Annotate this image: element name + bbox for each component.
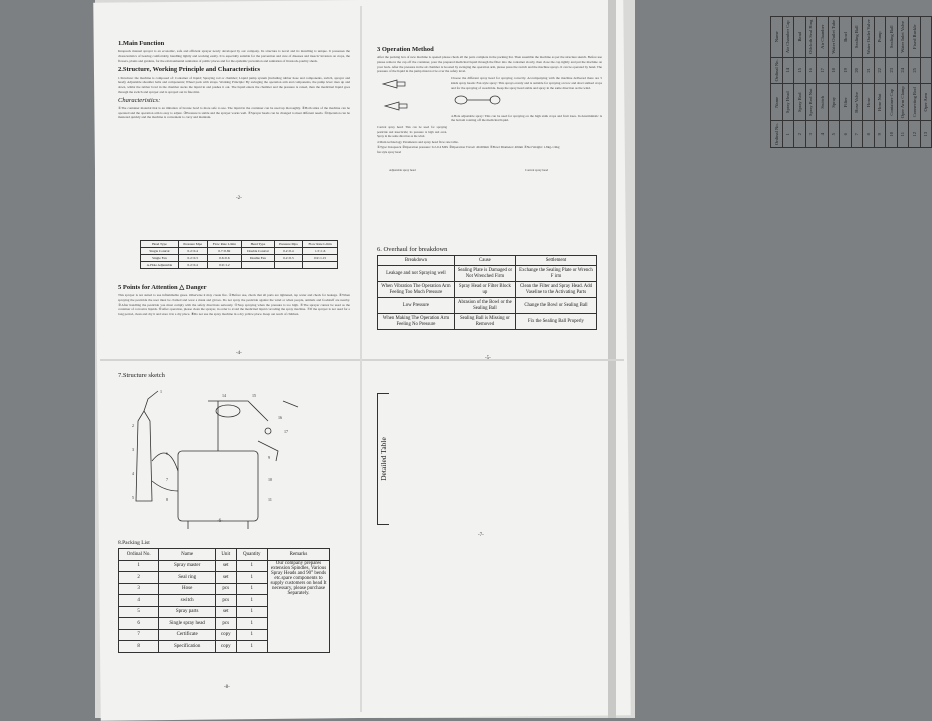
head-table-cell: 0.2~0.4 bbox=[274, 248, 303, 255]
detailed-header: Name bbox=[771, 17, 783, 58]
page-number-5: -5- bbox=[485, 356, 491, 361]
table-row bbox=[909, 17, 921, 148]
packing-cell: Specification bbox=[159, 641, 216, 653]
overhaul-table bbox=[377, 255, 597, 330]
packing-cell: Hose bbox=[159, 583, 216, 595]
table-row bbox=[378, 298, 597, 314]
overhaul-cell: Leakage and not Spraying well bbox=[378, 266, 455, 282]
table-row bbox=[851, 17, 863, 148]
detailed-cell: Spray Rod Nut bbox=[805, 84, 817, 121]
detailed-cell: 11 bbox=[897, 121, 909, 148]
packing-list-table bbox=[118, 548, 330, 653]
svg-text:17: 17 bbox=[284, 429, 288, 435]
packing-cell: Seal ring bbox=[159, 572, 216, 584]
detailed-cell: 24 bbox=[897, 57, 909, 84]
packing-cell: 1 bbox=[236, 583, 267, 595]
container-drawing bbox=[178, 451, 258, 521]
parameters-text: ①Type: Knapsack ②Operation pressure: 0.2-0.4 MPa ③Operation Travel: 40-60mm ④Bowl Diameter: 40mm ⑤Net Weight: 1.8kg-1.9kg bbox=[377, 145, 560, 149]
packing-cell: Spray master bbox=[159, 560, 216, 572]
conical-label: Conical spray head: This can be used for spraying pesticide and insecticide; its pressure is high and even. Spray in the same direction as the wind. bbox=[377, 125, 447, 138]
detailed-cell: 13 bbox=[920, 121, 932, 148]
page-number-4: -4- bbox=[236, 351, 242, 356]
table-row bbox=[920, 17, 932, 148]
svg-text:4: 4 bbox=[132, 471, 134, 477]
quadrant-operation bbox=[377, 46, 602, 196]
packing-cell: pcs bbox=[215, 583, 236, 595]
page-number-8: -8- bbox=[224, 685, 230, 690]
svg-text:10: 10 bbox=[268, 477, 272, 483]
packing-cell: 1 bbox=[236, 641, 267, 653]
fan-label: fan style spray head bbox=[377, 150, 401, 154]
detailed-cell: 19 bbox=[840, 57, 852, 84]
overhaul-title: 6. Overhaul for breakdown bbox=[377, 246, 448, 253]
characteristics-text: ①The container material that is an imitation of bronze bowl is more safe to use. The liquid in the container can be used up thoroughly. ②Both sides of the machine can be operated and the operation arm is easy to adjust. ③Pressure is stable and the sprayer works well. ④Sprayer heads can be changed to meet different needs. ⑤Operation can be mastered quickly and the machine is convenient to carry and maintain. bbox=[118, 105, 350, 120]
packing-cell: 1 bbox=[236, 595, 267, 607]
overhaul-area bbox=[377, 246, 602, 356]
packing-cell: pcs bbox=[215, 618, 236, 630]
head-table-header: Pressure Mpa bbox=[274, 241, 303, 248]
detailed-cell: Air Chamber bbox=[817, 17, 829, 58]
table-row bbox=[874, 17, 886, 148]
detailed-cell: 2 bbox=[794, 121, 806, 148]
table-row bbox=[805, 17, 817, 148]
packing-cell: set bbox=[215, 572, 236, 584]
packing-cell: Single spray head bbox=[159, 618, 216, 630]
packing-cell: 1 bbox=[236, 606, 267, 618]
head-table-cell: 0.9~1.2 bbox=[207, 262, 242, 269]
detailed-cell: Bead bbox=[794, 17, 806, 58]
conical-spray-drawing bbox=[451, 91, 511, 109]
detailed-cell: Sealing Ball bbox=[851, 17, 863, 58]
detailed-cell: Bowl bbox=[840, 17, 852, 58]
packing-header: Ordinal No. bbox=[119, 549, 159, 561]
vertical-fold-line bbox=[360, 6, 362, 712]
packing-cell: 6 bbox=[119, 618, 159, 630]
table-row bbox=[863, 17, 875, 148]
svg-text:9: 9 bbox=[268, 455, 270, 461]
attention-area bbox=[118, 284, 350, 354]
detailed-cell: 7 bbox=[851, 121, 863, 148]
overhaul-cell: Abrasion of the Bowl or the Sealing Ball bbox=[454, 298, 515, 314]
attention-text: This sprayer is not suited to use inflammable gases. Otherwise it may create fire. ①Before use, check that all parts are tightened, tap water and check for leakage. ②When spraying the pesticide the user must be clothed and wear a mask and gloves. Do not spray the pesticide against the wind or when people, animals and foodstuff are nearby. ③After handling the pesticide you must comply with the safety directions seriously. ④Stop spraying when the pressure is too high. ⑤The sprayer cannot be used as the container of corrosive liquids. ⑥After operation, please clean the sprayer, in order to avoid the medicinal liquid corroding the spray machine. ⑦If the sprayer is not used for a long period, clean and dry it and store it in a dry place. ⑧Do not use the spray machine in a dry yellow place. Keep out reach of children. bbox=[118, 293, 350, 317]
detailed-cell: Oilcloth Seal Ring bbox=[805, 17, 817, 58]
structure-title: 2.Structure, Working Principle and Characteristics bbox=[118, 66, 261, 74]
head-table-cell bbox=[303, 262, 338, 269]
svg-text:16: 16 bbox=[278, 415, 282, 421]
svg-text:6: 6 bbox=[166, 451, 168, 457]
spray-head-table bbox=[140, 240, 338, 269]
detailed-table-title: Detailed Table bbox=[377, 393, 389, 525]
detailed-cell: Switch bbox=[817, 84, 829, 121]
main-function-title: 1.Main Function bbox=[118, 40, 165, 47]
head-table-cell: Double Fan bbox=[242, 255, 274, 262]
detailed-cell bbox=[920, 57, 932, 84]
head-table-header: Flow Rate L/min bbox=[207, 241, 242, 248]
detailed-cell: Spray bbox=[828, 84, 840, 121]
head-table-cell: Single Fan bbox=[141, 255, 179, 262]
detailed-cell: 17 bbox=[817, 57, 829, 84]
horizontal-fold-line bbox=[100, 359, 624, 361]
packing-cell: 1 bbox=[236, 572, 267, 584]
svg-text:15: 15 bbox=[252, 393, 256, 399]
detailed-cell: Air Chamber Cap bbox=[782, 17, 794, 58]
head-table-cell: 0.2~0.3 bbox=[178, 255, 207, 262]
detailed-cell: 9 bbox=[874, 121, 886, 148]
structure-text: 1.Structure: the machine is composed of: Container of liquid; Spraying rod or chamber; Liquid pump system (including rubber hose and components, switch, sprayer and head); Adjustable shoulder belts and components; Wheel pack with straps. Working Principle: By swinging the operation arm and components, the pump lever rises up and down, whilst the rubber bowl in the chamber sucks the liquid in and pushes it out. The liquid enters the chamber and the pressure is raised, then the medicinal liquid goes through the switch and sprayer and is sprayed out in fine mist. bbox=[118, 75, 350, 94]
detailed-cell: Oper Arm Clamp bbox=[897, 84, 909, 121]
svg-text:2: 2 bbox=[132, 423, 134, 429]
packing-cell: Spray parts bbox=[159, 606, 216, 618]
head-table-cell: Single Conical bbox=[141, 248, 179, 255]
detailed-cell: Pump bbox=[874, 17, 886, 58]
head-table-area bbox=[140, 240, 340, 280]
spray-head-text: Choose the different spray head for spraying correctly. Accompanying with the machine delivered there are 5 kinds spray heads: Fan style spray: This sprays evenly and is suitable for spraying on low and short stalked crops and for the spraying of weedicide. Keep the spray head stable and spray in the same direction as the wind. bbox=[451, 76, 602, 90]
main-function-text: Knapsack manual sprayer is an economic, safe and efficient sprayer newly developed by our company. Its structure is novel and its installing is unique. It possesses the characteristics of bearing comfortably, handling lightly and working easily. It is especially suitable for the prevention and cure of diseases and insects' invasion on crops, the flowers, plants and gardens, for the environmental sanitation of public places and for the epidemic prevention and sanitation of livestock-poultry sheds. bbox=[118, 49, 350, 63]
detailed-cell: 23 bbox=[886, 57, 898, 84]
table-row bbox=[794, 17, 806, 148]
packing-cell: 1 bbox=[119, 560, 159, 572]
packing-cell: 3 bbox=[119, 583, 159, 595]
overhaul-cell: Change the Bowl or Sealing Ball bbox=[515, 298, 596, 314]
detailed-cell: Spray Rod bbox=[794, 84, 806, 121]
packing-cell: 1 bbox=[236, 618, 267, 630]
packing-cell: switch bbox=[159, 595, 216, 607]
table-row bbox=[141, 262, 338, 269]
page-number-2: -2- bbox=[236, 196, 242, 201]
head-table-cell: 0.2~0.4 bbox=[178, 262, 207, 269]
overhaul-cell: When Making The Operation Arm Feeling No Pressure bbox=[378, 314, 455, 330]
packing-remarks: Our company prepares extension Spindles, Various Spray Heads and 90° bends etc.spare components to supply customers on head It necessary, please purchase Separately. bbox=[268, 560, 330, 652]
overhaul-cell: Sealing Ball is Missing or Removed bbox=[454, 314, 515, 330]
detailed-cell: 16 bbox=[805, 57, 817, 84]
table-row bbox=[782, 17, 794, 148]
packing-cell: set bbox=[215, 606, 236, 618]
detailed-cell: 10 bbox=[886, 121, 898, 148]
packing-header: Unit bbox=[215, 549, 236, 561]
packing-cell: 8 bbox=[119, 641, 159, 653]
detailed-cell: 12 bbox=[909, 121, 921, 148]
head-table-cell bbox=[274, 262, 303, 269]
detailed-cell: 25 bbox=[909, 57, 921, 84]
packing-cell: Certificate bbox=[159, 629, 216, 641]
head-table-cell: Double Conical bbox=[242, 248, 274, 255]
svg-text:11: 11 bbox=[268, 497, 272, 503]
detailed-cell: 3 bbox=[805, 121, 817, 148]
head-table-cell: 0.9~1.15 bbox=[303, 255, 338, 262]
packing-cell: 5 bbox=[119, 606, 159, 618]
head-table-cell: 0.2~0.4 bbox=[178, 248, 207, 255]
overhaul-cell: Sealing Plate is Damaged or Not Wrenched Firm bbox=[454, 266, 515, 282]
overhaul-cell: Spray Head or Filter Block up bbox=[454, 282, 515, 298]
head-table-header: Head Type bbox=[141, 241, 179, 248]
detailed-header: Ordinal No. bbox=[771, 57, 783, 84]
packing-header: Remarks bbox=[268, 549, 330, 561]
detailed-header: Name bbox=[771, 84, 783, 121]
detailed-cell: 21 bbox=[863, 57, 875, 84]
detailed-cell: 8 bbox=[863, 121, 875, 148]
detailed-header: Ordinal No. bbox=[771, 121, 783, 148]
packing-cell: 4 bbox=[119, 595, 159, 607]
page-number-7: -7- bbox=[478, 533, 484, 538]
spray-rod-drawing bbox=[136, 411, 152, 501]
detailed-cell: Hose Valve bbox=[851, 84, 863, 121]
head-table-header: Head Type bbox=[242, 241, 274, 248]
packing-cell: 2 bbox=[119, 572, 159, 584]
detailed-cell: Connecting Rod bbox=[909, 84, 921, 121]
head-table-header: Flow Rate L/min bbox=[303, 241, 338, 248]
svg-text:1: 1 bbox=[160, 389, 162, 395]
table-row bbox=[378, 266, 597, 282]
detailed-cell: 18 bbox=[828, 57, 840, 84]
overhaul-cell: Exchange the Sealing Plate or Wrench F irm bbox=[515, 266, 596, 282]
overhaul-header: Breakdown bbox=[378, 256, 455, 266]
operation-title: 3 Operation Method bbox=[377, 46, 434, 53]
table-row bbox=[817, 17, 829, 148]
adjustable-label: Adjustable spray head bbox=[389, 168, 416, 172]
packing-list-title: 8.Packing List bbox=[118, 540, 150, 546]
table-row bbox=[141, 248, 338, 255]
detailed-cell: Water Inlet Valve bbox=[897, 17, 909, 58]
detailed-cell: 14 bbox=[782, 57, 794, 84]
head-table-header: Pressure Mpa bbox=[178, 241, 207, 248]
packing-header: Quantity bbox=[236, 549, 267, 561]
detailed-cell: 6 bbox=[840, 121, 852, 148]
overhaul-cell: Clean the Filter and Spray Head. Add Vaseline to the Activating Parts bbox=[515, 282, 596, 298]
packing-cell: copy bbox=[215, 641, 236, 653]
detailed-cell: Hose bbox=[863, 84, 875, 121]
detailed-cell: Oper Arm bbox=[920, 84, 932, 121]
overhaul-cell: Low Pressure bbox=[378, 298, 455, 314]
adjustable-text: 4-Hole adjustable spray: This can be used for spraying on the high stalk crops and fruit trees. In deterministic is the bottom rotating off the medicinal liquid. bbox=[451, 113, 602, 123]
detailed-cell: 20 bbox=[851, 57, 863, 84]
operation-text: After the packing box of new machine is opened please check all the parts complete in the packing list. Then assemble the machine as per the structure sketch. Before use please remove the cap off the container, pour the prepared medicinal liquid through the filter into the container slowly, then close the cap tightly and put the machine on your back. After the pressure in the air chamber is boosted by swinging the operation arm, please press the switch and the machine sprays. It can be operated by hand. The pressure of the liquid in the pump must not be over the safety level. bbox=[377, 55, 602, 74]
detailed-cell: Fixed Buckle bbox=[909, 17, 921, 58]
packing-header: Name bbox=[159, 549, 216, 561]
packing-cell: 1 bbox=[236, 560, 267, 572]
detailed-cell: Spray Head bbox=[782, 84, 794, 121]
spray-head-drawings bbox=[377, 76, 447, 120]
detailed-cell: Filter bbox=[840, 84, 852, 121]
overhaul-header: Cause bbox=[454, 256, 515, 266]
head-table-cell: 0.2~0.3 bbox=[274, 255, 303, 262]
fan-spray-icon bbox=[383, 80, 397, 88]
head-table-cell bbox=[242, 262, 274, 269]
table-row bbox=[828, 17, 840, 148]
detailed-cell: Hose Nut bbox=[874, 84, 886, 121]
adjustable-spray-icon bbox=[385, 102, 399, 110]
overhaul-cell: Fix the Sealing Ball Properly bbox=[515, 314, 596, 330]
svg-text:8: 8 bbox=[166, 497, 168, 503]
packing-list-area bbox=[118, 540, 333, 680]
table-row bbox=[141, 255, 338, 262]
head-table-cell: 1.5~1.6 bbox=[303, 248, 338, 255]
detailed-cell: Sealing Ball bbox=[886, 17, 898, 58]
conical2-label: Conical spray head bbox=[525, 168, 548, 172]
packing-cell: pcs bbox=[215, 595, 236, 607]
detailed-cell: 22 bbox=[874, 57, 886, 84]
detailed-cell: 4 bbox=[817, 121, 829, 148]
structure-sketch-area bbox=[118, 372, 350, 532]
head-table-cell: 0.6~0.6 bbox=[207, 255, 242, 262]
detailed-cell: Container Cap bbox=[886, 84, 898, 121]
packing-cell: 1 bbox=[236, 629, 267, 641]
packing-cell: 7 bbox=[119, 629, 159, 641]
detailed-table bbox=[770, 16, 932, 148]
detailed-cell bbox=[920, 17, 932, 58]
detailed-cell: Water Outlet Valve bbox=[863, 17, 875, 58]
head-table-cell: A-Hole Adjustable bbox=[141, 262, 179, 269]
sprayer-diagram bbox=[118, 381, 348, 531]
packing-cell: set bbox=[215, 560, 236, 572]
head-table-cell: 0.7~0.82 bbox=[207, 248, 242, 255]
table-row bbox=[886, 17, 898, 148]
svg-text:3: 3 bbox=[132, 447, 134, 453]
table-row bbox=[378, 314, 597, 330]
packing-cell: copy bbox=[215, 629, 236, 641]
table-row bbox=[119, 560, 330, 572]
detailed-cell: Water Outlet Tube bbox=[828, 17, 840, 58]
detailed-cell: 5 bbox=[828, 121, 840, 148]
page-number-6: -6- bbox=[217, 519, 223, 524]
detailed-cell: 15 bbox=[794, 57, 806, 84]
svg-text:5: 5 bbox=[132, 495, 134, 501]
table-row bbox=[840, 17, 852, 148]
table-row bbox=[897, 17, 909, 148]
svg-text:7: 7 bbox=[166, 477, 168, 483]
table-row bbox=[378, 282, 597, 298]
parameters-label: 4 Main technology Parameters and spray head flow rate table. bbox=[377, 140, 459, 145]
detailed-cell: 1 bbox=[782, 121, 794, 148]
structure-sketch-title: 7.Structure sketch bbox=[118, 372, 165, 379]
overhaul-header: Settlement bbox=[515, 256, 596, 266]
svg-text:14: 14 bbox=[222, 393, 226, 399]
characteristics-title: Characteristics: bbox=[118, 96, 161, 104]
attention-title: 5 Points for Attention △ Danger bbox=[118, 284, 207, 291]
overhaul-cell: When Vibration The Operation Arm Feeling Too Much Pressure bbox=[378, 282, 455, 298]
